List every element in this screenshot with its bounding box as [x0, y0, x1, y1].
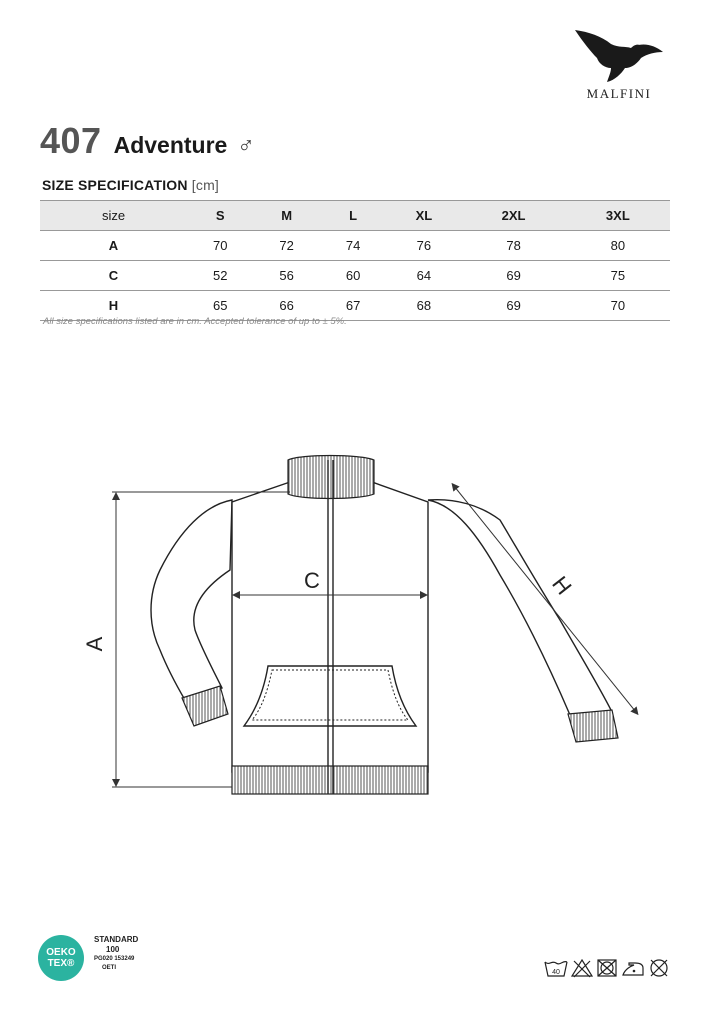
table-cell: 68 [386, 291, 461, 321]
oeko-number: 100 [106, 945, 120, 954]
table-cell: 69 [461, 291, 565, 321]
male-icon: ♂ [237, 132, 255, 158]
jacket-outline [151, 482, 612, 772]
oeko-tex-certification [38, 935, 138, 981]
row-label: A [40, 231, 187, 261]
oeko-institute: OETI [102, 965, 117, 971]
table-cell: 80 [566, 231, 670, 261]
column-header: size [40, 201, 187, 231]
table-cell: 67 [320, 291, 386, 321]
iron-low-icon [621, 958, 645, 978]
table-cell: 74 [320, 231, 386, 261]
oeko-line1: OEKO [46, 947, 76, 958]
no-bleach-icon [571, 958, 593, 978]
table-row [40, 261, 670, 291]
no-dry-clean-icon [648, 958, 670, 978]
label-c: C [304, 568, 320, 593]
spec-heading-text: SIZE SPECIFICATION [42, 177, 188, 193]
spec-unit: [cm] [191, 177, 220, 193]
label-a: A [82, 636, 107, 652]
brand-logo [564, 22, 674, 102]
wash-40-icon [544, 958, 568, 978]
table-cell: 69 [461, 261, 565, 291]
table-cell: 72 [253, 231, 319, 261]
wash-temp: 40 [552, 969, 560, 976]
row-label: H [40, 291, 187, 321]
size-table [40, 200, 670, 321]
care-symbols [544, 958, 670, 978]
oeko-tex-badge [38, 935, 84, 981]
oeko-tex-details [94, 935, 138, 973]
model-name: Adventure [113, 132, 228, 158]
column-header: S [187, 201, 253, 231]
table-cell: 78 [461, 231, 565, 261]
column-header: M [253, 201, 319, 231]
eagle-icon [571, 22, 667, 84]
spec-heading [42, 177, 219, 193]
no-tumble-dry-icon [596, 958, 618, 978]
table-cell: 70 [187, 231, 253, 261]
table-cell: 56 [253, 261, 319, 291]
table-cell: 64 [386, 261, 461, 291]
table-cell: 66 [253, 291, 319, 321]
table-cell: 75 [566, 261, 670, 291]
oeko-standard: STANDARD [94, 935, 139, 944]
product-title [40, 120, 255, 162]
tolerance-note: All size specifications listed are in cm. Accepted tolerance of up to ± 5%. [43, 316, 347, 327]
table-cell: 70 [566, 291, 670, 321]
jacket-diagram [70, 440, 660, 810]
column-header: 3XL [566, 201, 670, 231]
oeko-line2: TEX® [47, 958, 75, 969]
brand-name: MALFINI [586, 86, 652, 101]
table-row [40, 231, 670, 261]
table-cell: 60 [320, 261, 386, 291]
label-h: H [547, 571, 577, 600]
column-header: XL [386, 201, 461, 231]
model-number: 407 [40, 120, 102, 161]
table-header-row [40, 201, 670, 231]
oeko-code: PG020 153249 [94, 956, 135, 962]
row-label: C [40, 261, 187, 291]
table-cell: 65 [187, 291, 253, 321]
column-header: L [320, 201, 386, 231]
table-cell: 52 [187, 261, 253, 291]
table-cell: 76 [386, 231, 461, 261]
column-header: 2XL [461, 201, 565, 231]
